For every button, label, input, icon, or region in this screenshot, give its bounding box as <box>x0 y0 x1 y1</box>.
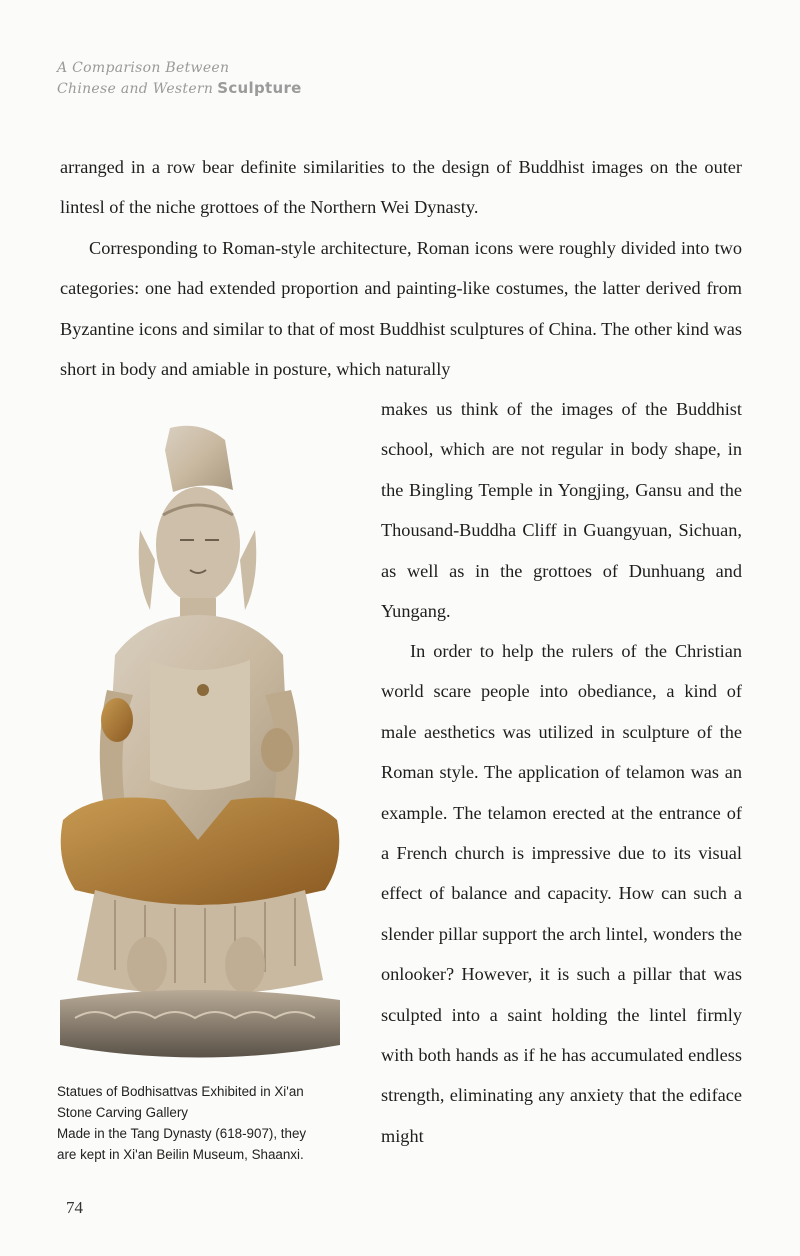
page-number: 74 <box>66 1198 83 1217</box>
caption-line-2: Stone Carving Gallery <box>57 1105 188 1120</box>
header-line-2-text: Chinese and Western <box>57 81 214 97</box>
figure-caption <box>57 1081 357 1165</box>
body-paragraph-1: arranged in a row bear definite similarities to the design of Buddhist images on the outer lintesl of the niche grottoes of the Northern Wei Dynasty. <box>60 157 742 218</box>
body-paragraph-3 <box>381 631 742 1156</box>
body-paragraph-2-text: Corresponding to Roman-style architecture, Roman icons were roughly divided into two categories: one had extended proportion and painting-like costumes, the latter derived from Byzantine icons and similar to that of most Buddhist sculptures of China. The other kind was short in body and amiable in posture, which naturally <box>60 238 742 380</box>
body-paragraph-3-text: In order to help the rulers of the Christian world scare people into obediance, a kind of male aesthetics was utilized in sculpture of the Roman style. The application of telamon was an example. The telamon erected at the entrance of a French church is impressive due to its visual effect of balance and capacity. How can such a slender pillar support the arch lintel, wonders the onlooker? However, it is such a pillar that was sculpted into a saint holding the lintel firmly with both hands as if he has accumulated endless strength, eliminating any anxiety that the ediface might <box>381 641 742 1146</box>
running-header <box>57 58 302 99</box>
caption-line-3: Made in the Tang Dynasty (618-907), they <box>57 1126 307 1141</box>
body-paragraph-2 <box>60 228 742 390</box>
bodhisattva-statue-photo <box>55 420 345 1068</box>
caption-line-4: are kept in Xi'an Beilin Museum, Shaanxi. <box>57 1147 304 1162</box>
caption-line-1: Statues of Bodhisattvas Exhibited in Xi'an <box>57 1084 304 1099</box>
header-line-1: A Comparison Between <box>57 60 230 76</box>
body-paragraph-2-continued: makes us think of the images of the Buddhist school, which are not regular in body shape, in the Bingling Temple in Yongjing, Gansu and the Thousand-Buddha Cliff in Guangyuan, Sichuan, as well as in the grottoes of Dunhuang and Yungang. <box>381 399 742 622</box>
header-sculpture: Sculpture <box>217 79 302 97</box>
header-line-2 <box>57 78 302 99</box>
